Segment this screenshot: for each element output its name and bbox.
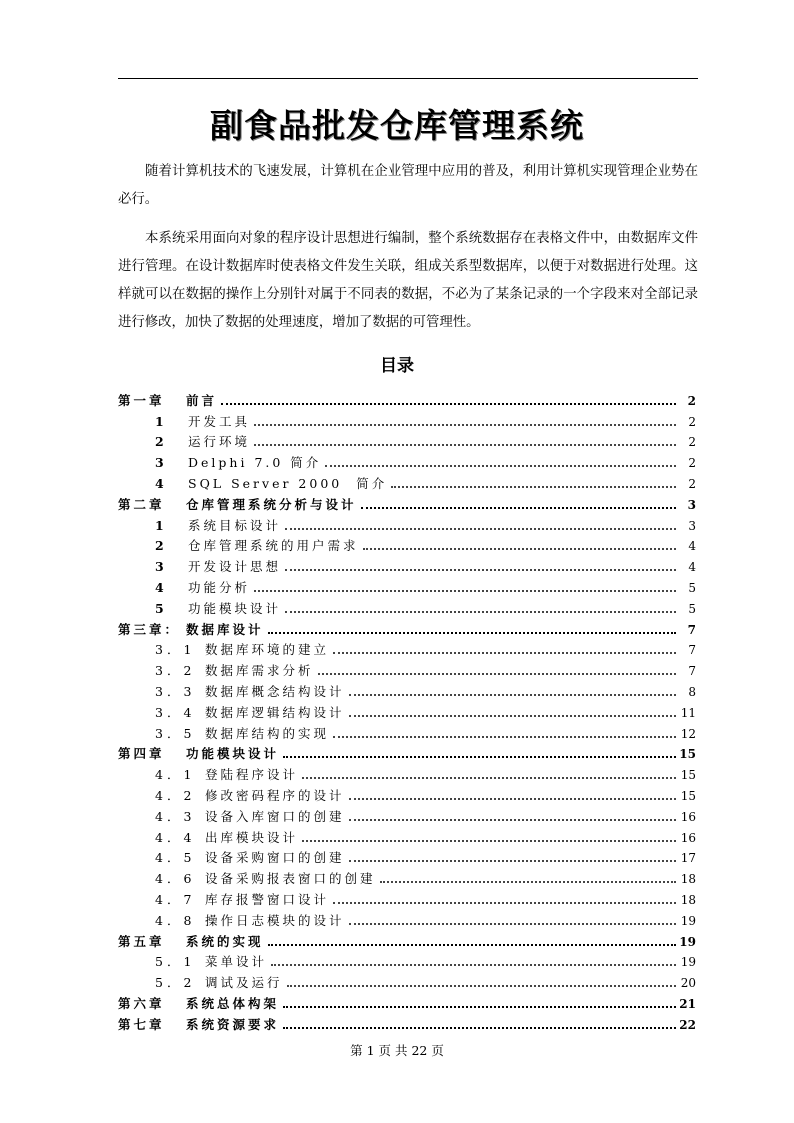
toc-entry-subsection[interactable] [0,638,794,659]
toc-entry-number: 4．2 [155,787,196,803]
toc-entry-title: 登陆程序设计 [205,767,299,783]
toc-dot-leader [283,1006,676,1008]
toc-dot-leader [254,444,676,446]
toc-entry-title: 功能分析 [188,579,251,595]
toc-entry-number: 1 [155,413,164,429]
toc-entry-title: 系统总体构架 [186,995,280,1011]
toc-entry-page: 5 [688,601,696,616]
toc-entry-page: 3 [687,497,696,512]
toc-entry-chapter[interactable] [0,492,794,513]
header-rule [118,78,698,79]
toc-entry-page: 4 [688,560,696,575]
toc-dot-leader [318,673,676,675]
toc-dot-leader [391,486,676,488]
toc-entry-subsection[interactable] [0,679,794,700]
toc-dot-leader [302,840,676,842]
toc-entry-page: 19 [680,955,696,970]
toc-entry-title: 设备采购窗口的创建 [205,850,345,866]
intro-paragraph-1: 随着计算机技术的飞速发展，计算机在企业管理中应用的普及，利用计算机实现管理企业势在必行。 [118,164,698,207]
toc-entry-section[interactable] [0,596,794,617]
toc-entry-page: 21 [679,996,696,1011]
toc-entry-number: 第六章 [118,995,165,1011]
toc-entry-number: 3 [155,455,164,471]
toc-entry-number: 第七章 [118,1016,165,1032]
toc-dot-leader [254,424,676,426]
toc-entry-title: 仓库管理系统分析与设计 [186,496,357,512]
toc-entry-page: 15 [680,768,696,783]
toc-dot-leader [361,507,676,509]
toc-entry-number: 4 [155,475,164,491]
toc-entry-title: 出库模块设计 [205,829,299,845]
toc-entry-number: 4．8 [155,912,196,928]
toc-entry-section[interactable] [0,471,794,492]
toc-entry-number: 4．1 [155,767,196,783]
toc-entry-page: 19 [680,913,696,928]
toc-dot-leader [349,819,676,821]
toc-entry-number: 4 [155,579,164,595]
toc-entry-page: 20 [680,976,696,991]
toc-dot-leader [268,632,676,634]
toc-entry-chapter[interactable] [0,742,794,763]
toc-entry-title: 开发设计思想 [188,559,282,575]
toc-entry-page: 16 [680,809,696,824]
toc-entry-title: 系统资源要求 [186,1016,280,1032]
toc-entry-page: 7 [687,622,696,637]
toc-entry-subsection[interactable] [0,950,794,971]
toc-entry-number: 4．5 [155,850,196,866]
toc-dot-leader [325,465,676,467]
toc-entry-title: 数据库结构的实现 [205,725,330,741]
toc-dot-leader [349,798,676,800]
toc-entry-subsection[interactable] [0,762,794,783]
toc-entry-title: 开发工具 [188,413,251,429]
toc-entry-number: 3．2 [155,663,196,679]
toc-entry-subsection[interactable] [0,658,794,679]
toc-entry-number: 1 [155,517,164,533]
toc-entry-subsection[interactable] [0,908,794,929]
toc-entry-page: 5 [688,580,696,595]
toc-entry-page: 2 [688,414,696,429]
toc-dot-leader [285,569,676,571]
toc-entry-title: 功能模块设计 [188,600,282,616]
toc-entry-subsection[interactable] [0,887,794,908]
toc-entry-number: 4．4 [155,829,196,845]
toc-entry-number: 3．5 [155,725,196,741]
toc-entry-page: 2 [688,435,696,450]
toc-dot-leader [283,1027,676,1029]
toc-entry-page: 8 [688,684,696,699]
toc-entry-title: 修改密码程序的设计 [205,787,345,803]
toc-entry-section[interactable] [0,409,794,430]
toc-entry-title: 数据库设计 [186,621,264,637]
toc-entry-number: 第四章 [118,746,165,762]
toc-entry-title: 库存报警窗口设计 [205,891,330,907]
toc-entry-number: 4．6 [155,871,196,887]
toc-entry-title: 仓库管理系统的用户需求 [188,538,359,554]
toc-entry-page: 2 [688,476,696,491]
toc-entry-page: 18 [680,872,696,887]
toc-entry-page: 12 [680,726,696,741]
toc-entry-title: 数据库概念结构设计 [205,683,345,699]
toc-entry-section[interactable] [0,534,794,555]
document-title: 副食品批发仓库管理系统 [210,106,584,145]
toc-entry-page: 16 [680,830,696,845]
toc-entry-chapter[interactable] [0,617,794,638]
toc-dot-leader [363,548,676,550]
toc-entry-section[interactable] [0,430,794,451]
toc-dot-leader [349,860,676,862]
toc-entry-section[interactable] [0,513,794,534]
toc-entry-page: 22 [679,1017,696,1032]
toc-entry-title: 前言 [186,392,218,408]
toc-entry-number: 2 [155,434,164,450]
toc-entry-title: SQL Server 2000 简介 [188,475,388,491]
toc-entry-chapter[interactable] [0,1012,794,1033]
toc-entry-number: 3 [155,559,164,575]
toc-entry-section[interactable] [0,450,794,471]
toc-entry-page: 11 [680,705,696,720]
toc-dot-leader [349,694,676,696]
toc-entry-title: 功能模块设计 [186,746,280,762]
toc-entry-page: 2 [687,393,696,408]
table-of-contents [0,388,794,1033]
toc-dot-leader [380,881,676,883]
toc-entry-title: 设备入库窗口的创建 [205,808,345,824]
toc-dot-leader [333,652,676,654]
toc-entry-page: 7 [688,664,696,679]
toc-entry-number: 第一章 [118,392,165,408]
toc-entry-page: 2 [688,456,696,471]
toc-entry-section[interactable] [0,575,794,596]
toc-dot-leader [285,528,676,530]
toc-dot-leader [349,923,676,925]
toc-entry-page: 3 [688,518,696,533]
toc-entry-title: 系统的实现 [186,933,264,949]
toc-entry-page: 15 [679,747,696,762]
toc-dot-leader [221,403,676,405]
toc-dot-leader [285,611,676,613]
toc-entry-number: 3．3 [155,683,196,699]
toc-entry-number: 5 [155,600,164,616]
toc-entry-number: 3．4 [155,704,196,720]
toc-entry-chapter[interactable] [0,929,794,950]
toc-entry-number: 4．7 [155,891,196,907]
toc-entry-subsection[interactable] [0,846,794,867]
toc-entry-page: 19 [679,934,696,949]
toc-entry-number: 2 [155,538,164,554]
toc-entry-subsection[interactable] [0,721,794,742]
intro-paragraph-2: 本系统采用面向对象的程序设计思想进行编制，整个系统数据存在表格文件中，由数据库文件进行管理。在设计数据库时使表格文件发生关联，组成关系型数据库，以便于对数据进行处理。这样就可以在数据的操作上分别针对属于不同表的数据，不必为了某条记录的一个字段来对全部记录进行修改，加快了数据的处理速度，增加了数据的可管理性。 [118,231,698,330]
toc-entry-page: 4 [688,539,696,554]
toc-heading: 目录 [380,356,414,376]
toc-entry-title: 系统目标设计 [188,517,282,533]
toc-entry-page: 7 [688,643,696,658]
toc-entry-title: Delphi 7.0 简介 [188,455,322,471]
toc-entry-title: 设备采购报表窗口的创建 [205,871,376,887]
toc-dot-leader [254,590,676,592]
toc-dot-leader [287,985,676,987]
toc-entry-chapter[interactable] [0,991,794,1012]
toc-dot-leader [283,756,676,758]
toc-entry-title: 调试及运行 [205,975,283,991]
toc-entry-title: 运行环境 [188,434,251,450]
toc-entry-subsection[interactable] [0,804,794,825]
toc-entry-section[interactable] [0,554,794,575]
toc-dot-leader [271,964,676,966]
toc-entry-number: 第二章 [118,496,165,512]
toc-entry-subsection[interactable] [0,825,794,846]
toc-entry-page: 17 [680,851,696,866]
toc-entry-title: 操作日志模块的设计 [205,912,345,928]
toc-entry-subsection[interactable] [0,700,794,721]
toc-dot-leader [333,902,676,904]
toc-dot-leader [333,736,676,738]
toc-entry-subsection[interactable] [0,970,794,991]
toc-entry-number: 第三章： [118,621,181,637]
toc-entry-subsection[interactable] [0,783,794,804]
toc-entry-page: 18 [680,892,696,907]
toc-entry-title: 数据库逻辑结构设计 [205,704,345,720]
toc-dot-leader [349,715,676,717]
page-footer: 第 1 页 共 22 页 [350,1043,444,1058]
toc-entry-title: 数据库环境的建立 [205,642,330,658]
toc-dot-leader [268,944,676,946]
toc-dot-leader [302,777,676,779]
toc-entry-number: 5．1 [155,954,196,970]
toc-entry-number: 4．3 [155,808,196,824]
toc-entry-page: 15 [680,788,696,803]
toc-entry-number: 第五章 [118,933,165,949]
toc-entry-number: 3．1 [155,642,196,658]
toc-entry-chapter[interactable] [0,388,794,409]
toc-entry-title: 菜单设计 [205,954,268,970]
toc-entry-title: 数据库需求分析 [205,663,314,679]
toc-entry-number: 5．2 [155,975,196,991]
toc-entry-subsection[interactable] [0,866,794,887]
